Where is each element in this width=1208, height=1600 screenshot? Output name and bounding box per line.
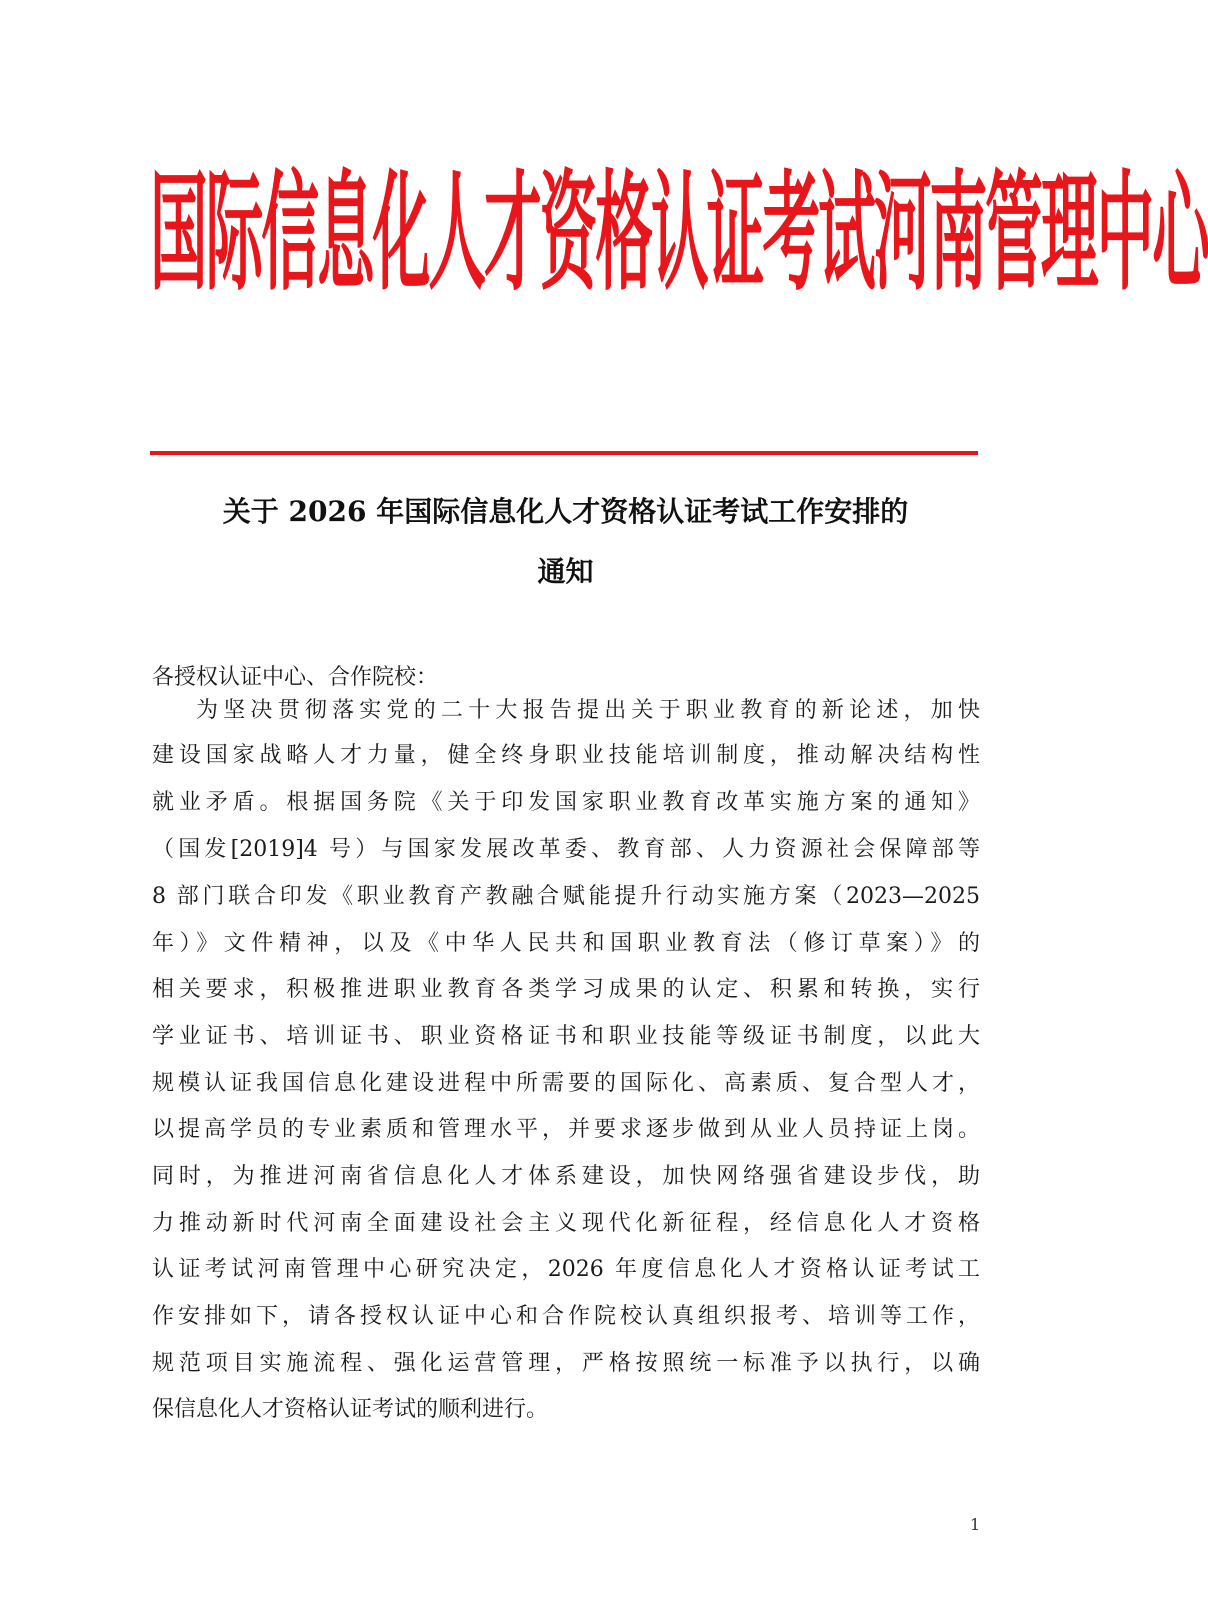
- body-line: 为坚决贯彻落实党的二十大报告提出关于职业教育的新论述，加快: [196, 698, 980, 723]
- red-divider: [150, 451, 978, 455]
- body-line: 建设国家战略人才力量，健全终身职业技能培训制度，推动解决结构性: [152, 743, 980, 768]
- body-line: 力推动新时代河南全面建设社会主义现代化新征程，经信息化人才资格: [152, 1211, 980, 1236]
- notice-title-line-2: 通知: [537, 555, 594, 588]
- body-line: （国发[2019]4 号）与国家发展改革委、教育部、人力资源社会保障部等: [152, 837, 980, 862]
- notice-title-line-1: 关于 2026 年国际信息化人才资格认证考试工作安排的: [222, 495, 909, 528]
- body-line: 认证考试河南管理中心研究决定，2026 年度信息化人才资格认证考试工: [152, 1257, 980, 1282]
- salutation: 各授权认证中心、合作院校：: [152, 665, 439, 690]
- masthead-title: 国际信息化人才资格认证考试河南管理中心: [150, 159, 1208, 310]
- body-line: 规范项目实施流程、强化运营管理，严格按照统一标准予以执行，以确: [152, 1351, 980, 1376]
- body-line: 就业矛盾。根据国务院《关于印发国家职业教育改革实施方案的通知》: [152, 790, 980, 815]
- body-line: 学业证书、培训证书、职业资格证书和职业技能等级证书制度，以此大: [152, 1024, 980, 1049]
- body-line: 作安排如下，请各授权认证中心和合作院校认真组织报考、培训等工作，: [152, 1304, 980, 1329]
- body-line: 8 部门联合印发《职业教育产教融合赋能提升行动实施方案（2023—2025: [152, 884, 980, 909]
- body-line: 规模认证我国信息化建设进程中所需要的国际化、高素质、复合型人才，: [152, 1071, 980, 1096]
- body-line: 相关要求，积极推进职业教育各类学习成果的认定、积累和转换，实行: [152, 977, 980, 1002]
- masthead: [150, 159, 1208, 320]
- body-line: 年）》文件精神，以及《中华人民共和国职业教育法（修订草案）》的: [152, 931, 980, 956]
- body-line: 以提高学员的专业素质和管理水平，并要求逐步做到从业人员持证上岗。: [152, 1117, 980, 1142]
- body-line: 同时，为推进河南省信息化人才体系建设，加快网络强省建设步伐，助: [152, 1164, 980, 1189]
- page-number: 1: [970, 1515, 981, 1534]
- body-line: 保信息化人才资格认证考试的顺利进行。: [152, 1397, 549, 1422]
